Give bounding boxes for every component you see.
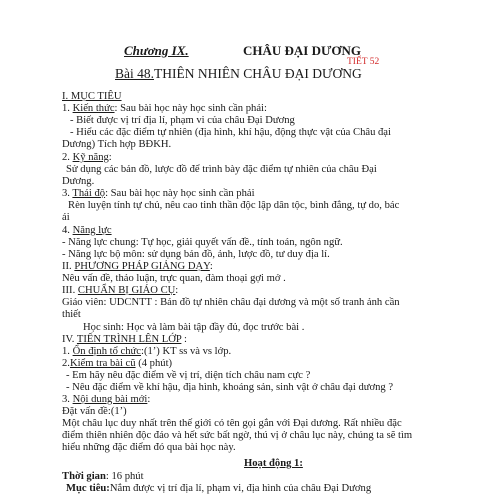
competence-label: Năng lực bbox=[72, 225, 112, 236]
review-question-1: - Em hãy nêu đặc điểm về vị trí, diện tích châu nam cực ? bbox=[66, 370, 311, 381]
step-1-line: 1. Ổn định tổ chức:(1’) KT ss và vs lớp. bbox=[62, 346, 232, 357]
methods-text: Nêu vấn đề, thảo luận, trực quan, đàm thoại gợi mở . bbox=[62, 273, 286, 284]
knowledge-line: 1. Kiến thức: Sau bài học này học sinh cần phải: bbox=[62, 103, 267, 114]
attitude-label: Thái độ bbox=[72, 188, 106, 199]
skills-line: 2. Kỹ năng: bbox=[62, 152, 112, 163]
skills-item-1-cont: Dương. bbox=[62, 176, 95, 187]
step-3-line: 3. Nội dung bài mới: bbox=[62, 394, 151, 405]
intro-line-3: hiểu những đặc điểm đó qua bài học này. bbox=[62, 442, 236, 453]
attitude-item-1: Rèn luyện tính tự chủ, nêu cao tinh thần độc lập dân tộc, bình đẳng, tự do, bác bbox=[68, 200, 400, 211]
skills-label: Kỹ năng bbox=[72, 152, 109, 163]
attitude-line: 3. Thái độ: Sau bài học này học sinh cần phải bbox=[62, 188, 255, 199]
lesson-title: THIÊN NHIÊN CHÂU ĐẠI DƯƠNG bbox=[154, 66, 362, 81]
review-question-2: - Nêu đặc điểm về khí hậu, địa hình, khoáng sản, sinh vật ở châu đại dương ? bbox=[66, 382, 394, 393]
intro-label: Đặt vấn đề:(1’) bbox=[62, 406, 127, 417]
process-heading: IV. TIẾN TRÌNH LÊN LỚP : bbox=[62, 334, 187, 345]
chapter-line bbox=[124, 43, 189, 58]
preparation-students: Học sinh: Học và làm bài tập đầy đủ, đọc trước bài . bbox=[83, 322, 305, 333]
attitude-item-1-cont: ái bbox=[62, 212, 70, 223]
activity-time: Thời gian: 16 phút bbox=[62, 471, 144, 482]
competence-item-2: - Năng lực bộ môn: sử dụng bản đồ, ảnh, lược đồ, tư duy địa lí. bbox=[62, 249, 330, 260]
preparation-teacher: Giáo viên: UDCNTT : Bản đồ tự nhiên châu đại dương và một số tranh ảnh cần bbox=[62, 297, 400, 308]
chapter-number: Chương IX. bbox=[124, 43, 189, 58]
step-3-label: Nội dung bài mới bbox=[72, 394, 148, 405]
activity-goal: Mục tiêu:Nắm được vị trí địa lí, phạm vi, địa hình của châu Đại Dương bbox=[66, 483, 372, 494]
lesson-title-line bbox=[115, 66, 362, 81]
chapter-title: CHÂU ĐẠI DƯƠNG bbox=[243, 43, 361, 58]
objectives-heading: I. MỤC TIÊU bbox=[62, 91, 122, 102]
competence-line: 4. Năng lực bbox=[62, 225, 112, 236]
knowledge-item-1: - Biết được vị trí địa lí, phạm vi của châu Đại Dương bbox=[70, 115, 295, 126]
lesson-number: Bài 48. bbox=[115, 66, 154, 81]
skills-item-1: Sử dụng các bản đồ, lược đồ để trình bày đặc điểm tự nhiên của châu Đại bbox=[66, 164, 377, 175]
step-2-label: Kiểm tra bài cũ bbox=[69, 358, 136, 369]
activity-heading: Hoạt động 1: bbox=[244, 458, 303, 469]
intro-line-1: Một châu lục duy nhất trên thế giới có tên gọi gắn với Đại dương. Rất nhiều đặc bbox=[62, 418, 402, 429]
knowledge-item-2-cont: Dương) Tích hợp BĐKH. bbox=[62, 139, 172, 150]
competence-item-1: - Năng lực chung: Tự học, giải quyết vấn đề., tính toán, ngôn ngữ. bbox=[62, 237, 343, 248]
knowledge-label: Kiến thức bbox=[72, 103, 115, 114]
step-1-label: Ổn định tổ chức bbox=[72, 346, 142, 357]
preparation-teacher-cont: thiết bbox=[62, 309, 81, 320]
knowledge-item-2: - Hiểu các đặc điểm tự nhiên (địa hình, khí hậu, động thực vật của Châu đại bbox=[70, 127, 391, 138]
preparation-heading: III. CHUẨN BỊ GIÁO CỤ: bbox=[62, 285, 179, 296]
step-2-line: 2.Kiểm tra bài cũ (4 phút) bbox=[62, 358, 173, 369]
methods-heading: II. PHƯƠNG PHÁP GIẢNG DẠY: bbox=[62, 261, 213, 272]
intro-line-2: điểm thiên nhiên độc đáo và hết sức bất ngờ, thú vị ở châu lục này, chúng ta sẽ tìm bbox=[62, 430, 413, 441]
period-label: TIẾT 52 bbox=[347, 57, 380, 67]
